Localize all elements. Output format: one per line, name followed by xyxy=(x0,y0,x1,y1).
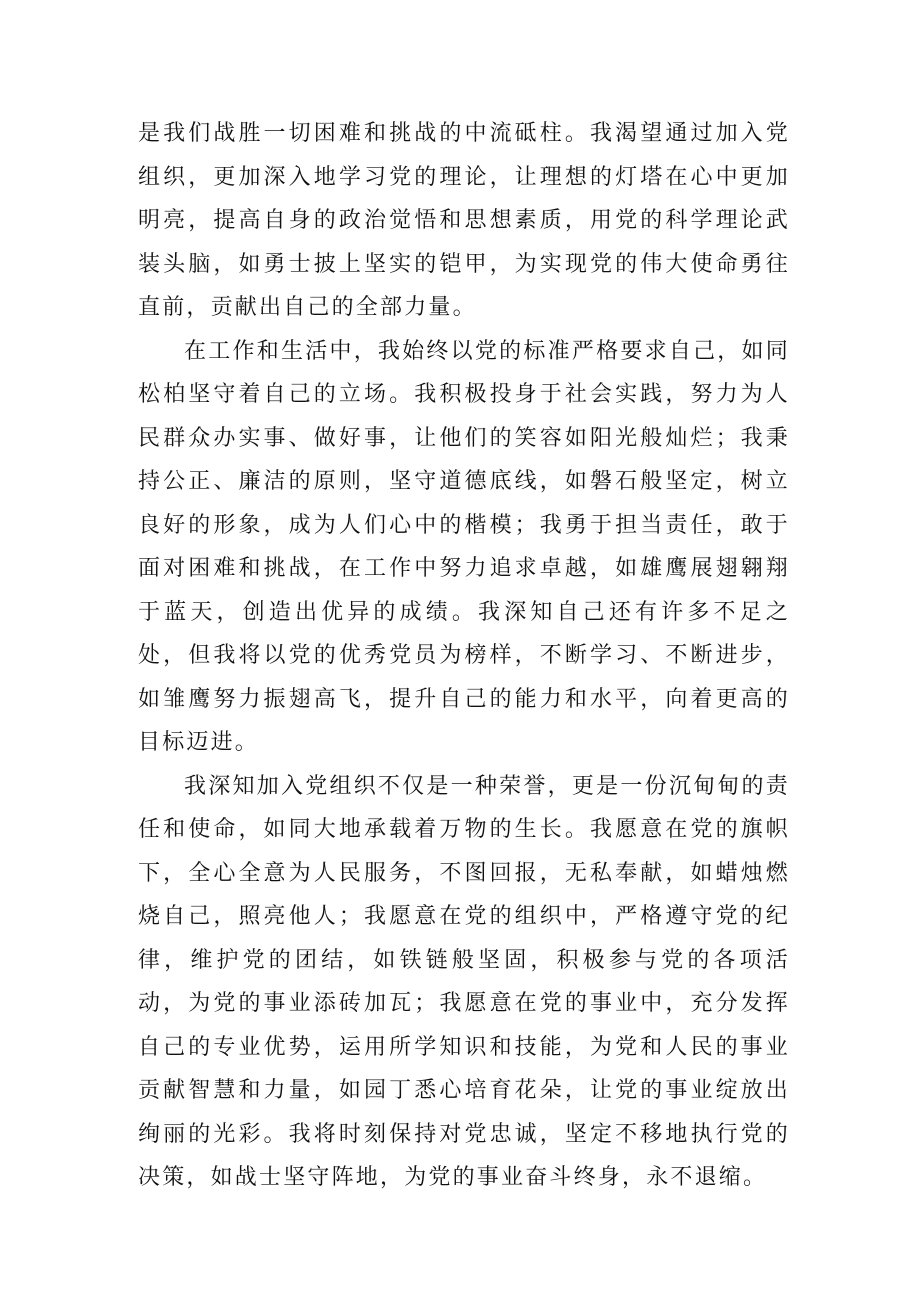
paragraph-1: 是我们战胜一切困难和挑战的中流砥柱。我渴望通过加入党组织，更加深入地学习党的理论，让理想的灯塔在心中更加明亮，提高自身的政治觉悟和思想素质，用党的科学理论武装头脑，如勇士披上坚实的铠甲，为实现党的伟大使命勇往直前，贡献出自己的全部力量。 xyxy=(138,121,790,320)
document-page xyxy=(138,112,790,1200)
paragraph-2: 在工作和生活中，我始终以党的标准严格要求自己，如同松柏坚守着自己的立场。我积极投身于社会实践，努力为人民群众办实事、做好事，让他们的笑容如阳光般灿烂；我秉持公正、廉洁的原则，坚守道德底线，如磐石般坚定，树立良好的形象，成为人们心中的楷模；我勇于担当责任，敢于面对困难和挑战，在工作中努力追求卓越，如雄鹰展翅翱翔于蓝天，创造出优异的成绩。我深知自己还有许多不足之处，但我将以党的优秀党员为榜样，不断学习、不断进步，如雏鹰努力振翅高飞，提升自己的能力和水平，向着更高的目标迈进。 xyxy=(138,338,790,755)
paragraph-3: 我深知加入党组织不仅是一种荣誉，更是一份沉甸甸的责任和使命，如同大地承载着万物的生长。我愿意在党的旗帜下，全心全意为人民服务，不图回报，无私奉献，如蜡烛燃烧自己，照亮他人；我愿意在党的组织中，严格遵守党的纪律，维护党的团结，如铁链般坚固，积极参与党的各项活动，为党的事业添砖加瓦；我愿意在党的事业中，充分发挥自己的专业优势，运用所学知识和技能，为党和人民的事业贡献智慧和力量，如园丁悉心培育花朵，让党的事业绽放出绚丽的光彩。我将时刻保持对党忠诚，坚定不移地执行党的决策，如战士坚守阵地，为党的事业奋斗终身，永不退缩。 xyxy=(138,773,790,1190)
